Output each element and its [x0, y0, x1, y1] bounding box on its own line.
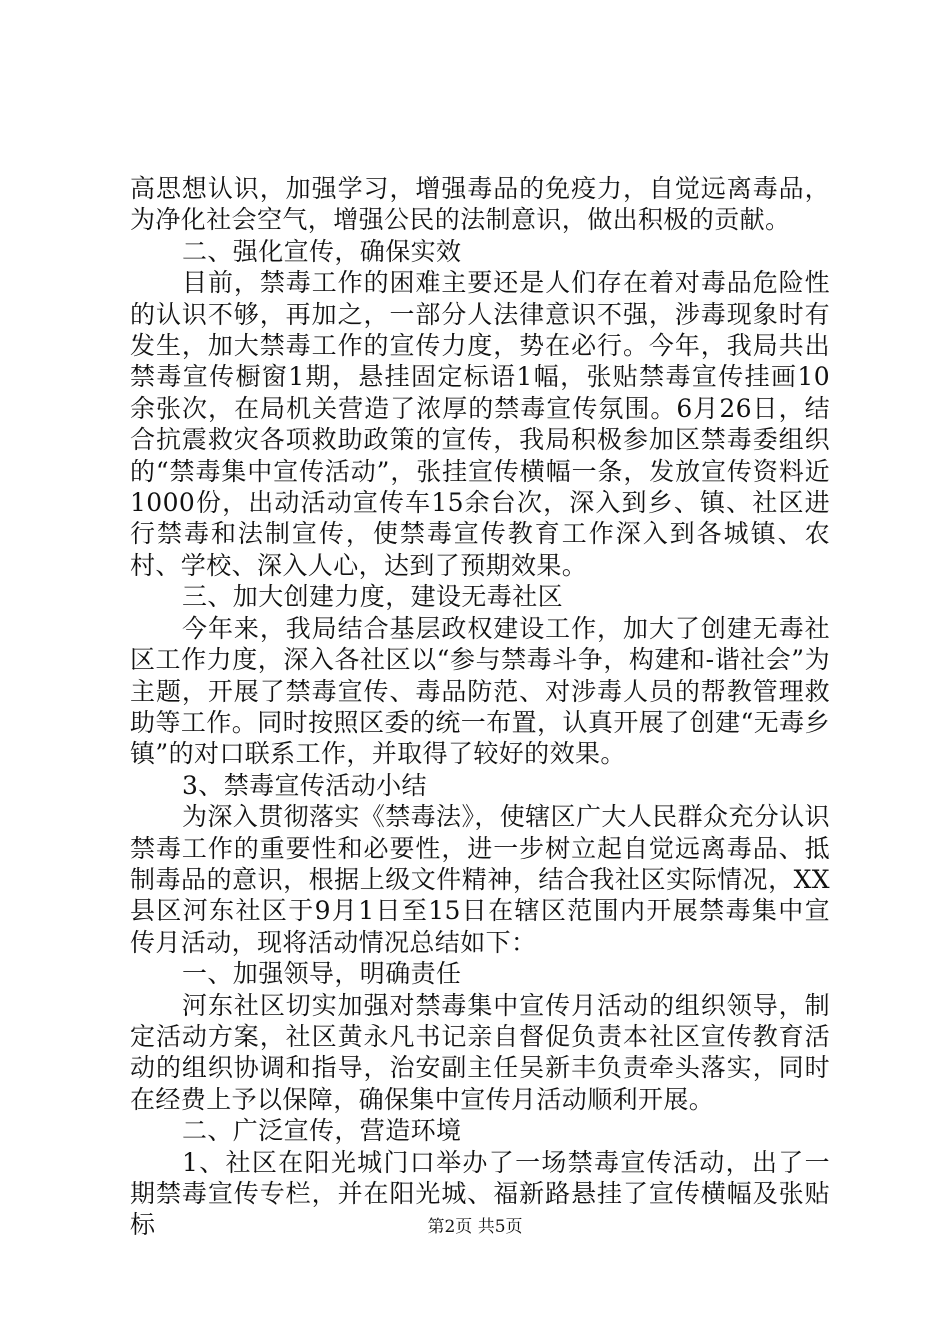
section-heading-wide-publicity: 二、广泛宣传，营造环境	[182, 1116, 462, 1146]
document-body	[130, 173, 830, 1241]
page-footer: 第2页 共5页	[427, 1217, 523, 1237]
section-heading-publicity: 二、强化宣传，确保实效	[182, 236, 462, 266]
paragraph-leadership: 河东社区切实加强对禁毒集中宣传月活动的组织领导，制定活动方案，社区黄永凡书记亲自督促负责本社区宣传教育活动的组织协调和指导，治安副主任吴新丰负责牵头落实，同时在经费上予以保障，确保集中宣传月活动顺利开展。	[130, 990, 830, 1114]
section-heading-summary: 3、禁毒宣传活动小结	[182, 770, 427, 800]
paragraph-wide-publicity: 1、社区在阳光城门口举办了一场禁毒宣传活动，出了一期禁毒宣传专栏，并在阳光城、福新路悬挂了宣传横幅及张贴标	[130, 1147, 830, 1240]
paragraph-drug-free-community: 今年来，我局结合基层政权建设工作，加大了创建无毒社区工作力度，深入各社区以“参与禁毒斗争，构建和-谐社会”为主题，开展了禁毒宣传、毒品防范、对涉毒人员的帮教管理救助等工作。同时按照区委的统一布置，认真开展了创建“无毒乡镇”的对口联系工作，并取得了较好的效果。	[130, 613, 830, 769]
paragraph-summary-intro: 为深入贯彻落实《禁毒法》，使辖区广大人民群众充分认识禁毒工作的重要性和必要性，进一步树立起自觉远离毒品、抵制毒品的意识，根据上级文件精神，结合我社区实际情况，XX县区河东社区于9月1日至15日在辖区范围内开展禁毒集中宣传月活动，现将活动情况总结如下：	[130, 802, 830, 957]
section-heading-leadership: 一、加强领导，明确责任	[182, 959, 462, 989]
section-heading-drug-free-community: 三、加大创建力度，建设无毒社区	[182, 582, 564, 612]
paragraph-publicity: 目前，禁毒工作的困难主要还是人们存在着对毒品危险性的认识不够，再加之，一部分人法律意识不强，涉毒现象时有发生，加大禁毒工作的宣传力度，势在必行。今年，我局共出禁毒宣传橱窗1期，悬挂固定标语1幅，张贴禁毒宣传挂画10余张次，在局机关营造了浓厚的禁毒宣传氛围。6月26日，结合抗震救灾各项救助政策的宣传，我局积极参加区禁毒委组织的“禁毒集中宣传活动”，张挂宣传横幅一条，发放宣传资料近1000份，出动活动宣传车15余台次，深入到乡、镇、社区进行禁毒和法制宣传，使禁毒宣传教育工作深入到各城镇、农村、学校、深入人心，达到了预期效果。	[130, 268, 830, 580]
paragraph-continuation: 高思想认识，加强学习，增强毒品的免疫力，自觉远离毒品，为净化社会空气，增强公民的法制意识，做出积极的贡献。	[130, 174, 830, 235]
